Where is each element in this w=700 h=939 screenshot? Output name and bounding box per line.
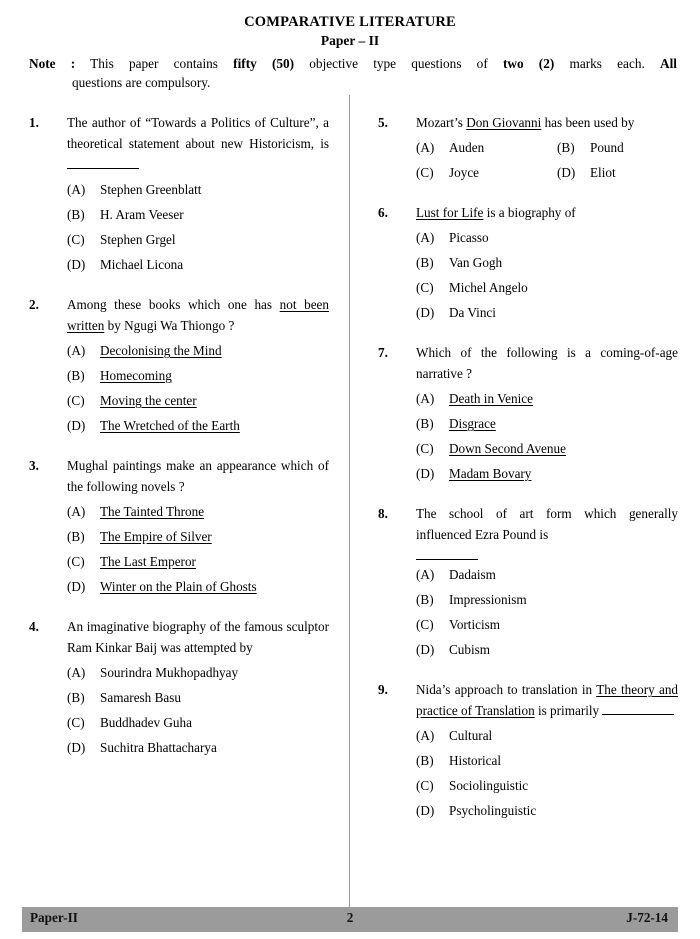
option-row xyxy=(416,160,678,185)
question-number: 2. xyxy=(29,297,39,312)
option-text: Vorticism xyxy=(449,617,501,632)
note-label: Note : xyxy=(29,56,76,71)
option-text: H. Aram Veeser xyxy=(100,207,184,222)
option-item[interactable] xyxy=(416,225,678,250)
option-item[interactable] xyxy=(557,135,698,160)
option-item[interactable] xyxy=(67,660,329,685)
option-list xyxy=(67,177,329,277)
option-label: (B) xyxy=(67,207,85,222)
option-label: (C) xyxy=(416,280,434,295)
option-item[interactable] xyxy=(416,436,678,461)
option-item[interactable] xyxy=(416,275,678,300)
answer-blank xyxy=(602,703,674,715)
question-number: 3. xyxy=(29,458,39,473)
option-text: Sociolinguistic xyxy=(449,778,529,793)
option-item[interactable] xyxy=(416,135,557,160)
option-item[interactable] xyxy=(416,250,678,275)
question-block xyxy=(29,616,329,760)
option-label: (C) xyxy=(416,778,434,793)
option-text: Samaresh Basu xyxy=(100,690,181,705)
option-text: Decolonising the Mind xyxy=(100,343,222,358)
option-item[interactable] xyxy=(416,587,678,612)
title-underline: The theory and practice of Translation xyxy=(416,682,679,718)
option-text: Buddhadev Guha xyxy=(100,715,192,730)
question-number: 7. xyxy=(378,345,388,360)
answer-blank xyxy=(416,545,478,560)
option-list xyxy=(416,225,678,325)
option-text: Michel Angelo xyxy=(449,280,528,295)
option-list xyxy=(67,499,329,599)
option-item[interactable] xyxy=(67,549,329,574)
option-text: Winter on the Plain of Ghosts xyxy=(100,579,257,594)
option-label: (A) xyxy=(416,728,435,743)
option-text: Eliot xyxy=(590,165,616,180)
question-number: 1. xyxy=(29,115,39,130)
footer-page-number: 2 xyxy=(346,910,354,925)
note-line-1: This paper contains fifty (50) objective type questions of two (2) marks each. All xyxy=(90,56,677,71)
option-text: Homecoming xyxy=(100,368,172,383)
option-item[interactable] xyxy=(67,202,329,227)
option-list xyxy=(67,660,329,760)
option-text: Historical xyxy=(449,753,502,768)
option-text: Moving the center xyxy=(100,393,197,408)
question-text: The author of “Towards a Politics of Culture”, a theoretical statement about new Historicism, is xyxy=(67,112,329,175)
option-label: (D) xyxy=(416,642,435,657)
option-row xyxy=(416,135,678,160)
question-block xyxy=(29,294,329,438)
option-label: (C) xyxy=(67,554,85,569)
option-item[interactable] xyxy=(67,338,329,363)
option-text: Cubism xyxy=(449,642,491,657)
option-text: Disgrace xyxy=(449,416,496,431)
option-text: Madam Bovary xyxy=(449,466,532,481)
option-item[interactable] xyxy=(416,723,678,748)
option-list xyxy=(416,723,678,823)
question-block xyxy=(378,679,678,823)
option-label: (B) xyxy=(416,592,434,607)
option-text: Michael Licona xyxy=(100,257,184,272)
question-text: Mughal paintings make an appearance which of the following novels ? xyxy=(67,458,329,494)
title-underline: Don Giovanni xyxy=(466,115,542,130)
option-text: The Last Emperor xyxy=(100,554,196,569)
option-item[interactable] xyxy=(416,748,678,773)
option-item[interactable] xyxy=(416,612,678,637)
option-label: (B) xyxy=(416,753,434,768)
option-label: (D) xyxy=(416,803,435,818)
option-text: Picasso xyxy=(449,230,489,245)
option-label: (A) xyxy=(416,567,435,582)
option-item[interactable] xyxy=(416,798,678,823)
option-list xyxy=(416,562,678,662)
question-number: 4. xyxy=(29,619,39,634)
option-label: (D) xyxy=(67,257,86,272)
question-number: 8. xyxy=(378,506,388,521)
questions-column-right xyxy=(378,112,678,840)
question-block xyxy=(378,503,678,662)
option-label: (C) xyxy=(416,165,434,180)
question-block xyxy=(378,202,678,325)
emphasis-text: not been written xyxy=(67,297,330,333)
option-item[interactable] xyxy=(67,735,329,760)
option-text: The Empire of Silver xyxy=(100,529,212,544)
option-item[interactable] xyxy=(67,177,329,202)
option-item[interactable] xyxy=(416,773,678,798)
option-text: Sourindra Mukhopadhyay xyxy=(100,665,239,680)
option-label: (D) xyxy=(67,740,86,755)
option-item[interactable] xyxy=(416,160,557,185)
question-block xyxy=(378,342,678,486)
option-label: (C) xyxy=(416,617,434,632)
option-text: Joyce xyxy=(449,165,480,180)
option-item[interactable] xyxy=(67,574,329,599)
option-text: Impressionism xyxy=(449,592,527,607)
question-number: 6. xyxy=(378,205,388,220)
question-text: Among these books which one has not been written by Ngugi Wa Thiongo ? xyxy=(67,297,330,333)
option-item[interactable] xyxy=(67,524,329,549)
question-number: 9. xyxy=(378,682,388,697)
footer-paper-label: Paper-II xyxy=(30,910,78,925)
option-label: (C) xyxy=(67,393,85,408)
option-text: Down Second Avenue xyxy=(449,441,566,456)
question-block xyxy=(29,455,329,599)
option-text: Da Vinci xyxy=(449,305,496,320)
option-text: Auden xyxy=(449,140,485,155)
question-text: Lust for Life is a biography of xyxy=(416,205,576,220)
question-number: 5. xyxy=(378,115,388,130)
option-label: (B) xyxy=(416,255,434,270)
option-item[interactable] xyxy=(67,499,329,524)
question-block xyxy=(29,112,329,277)
option-item[interactable] xyxy=(416,637,678,662)
question-text: An imaginative biography of the famous sculptor Ram Kinkar Baij was attempted by xyxy=(67,619,329,655)
question-block xyxy=(378,112,678,185)
option-item[interactable] xyxy=(416,300,678,325)
option-label: (C) xyxy=(67,232,85,247)
footer-code: J-72-14 xyxy=(626,910,668,925)
option-text: The Tainted Throne xyxy=(100,504,205,519)
question-text: Which of the following is a coming-of-age narrative ? xyxy=(416,345,678,381)
column-divider xyxy=(349,95,350,907)
option-text: Suchitra Bhattacharya xyxy=(100,740,217,755)
option-item[interactable] xyxy=(67,363,329,388)
question-text: Nida’s approach to translation in The theory and practice of Translation is primarily xyxy=(416,682,679,718)
option-label: (A) xyxy=(416,391,435,406)
option-text: Cultural xyxy=(449,728,493,743)
option-label: (A) xyxy=(67,182,86,197)
question-text: The school of art form which generally influenced Ezra Pound is xyxy=(416,503,678,560)
option-label: (A) xyxy=(67,665,86,680)
footer-bar xyxy=(22,907,678,932)
option-list xyxy=(67,338,329,438)
option-text: Stephen Greenblatt xyxy=(100,182,202,197)
option-label: (C) xyxy=(416,441,434,456)
option-label: (D) xyxy=(557,165,576,180)
option-label: (D) xyxy=(67,418,86,433)
option-item[interactable] xyxy=(416,386,678,411)
option-label: (D) xyxy=(416,466,435,481)
option-text: Death in Venice xyxy=(449,391,533,406)
option-item[interactable] xyxy=(67,252,329,277)
option-label: (A) xyxy=(67,504,86,519)
option-item[interactable] xyxy=(67,388,329,413)
option-list xyxy=(416,135,678,185)
option-text: Dadaism xyxy=(449,567,496,582)
option-item[interactable] xyxy=(67,227,329,252)
option-label: (A) xyxy=(67,343,86,358)
option-text: Stephen Grgel xyxy=(100,232,176,247)
option-text: Psycholinguistic xyxy=(449,803,537,818)
option-text: The Wretched of the Earth xyxy=(100,418,240,433)
option-item[interactable] xyxy=(557,160,698,185)
option-item[interactable] xyxy=(67,413,329,438)
option-label: (B) xyxy=(67,690,85,705)
questions-column-left xyxy=(29,112,329,777)
option-label: (B) xyxy=(416,416,434,431)
option-label: (C) xyxy=(67,715,85,730)
paper-subtitle: Paper – II xyxy=(320,33,380,48)
page-title: COMPARATIVE LITERATURE xyxy=(244,14,456,30)
option-label: (A) xyxy=(416,230,435,245)
option-label: (B) xyxy=(67,368,85,383)
option-text: Pound xyxy=(590,140,624,155)
question-text: Mozart’s Don Giovanni has been used by xyxy=(416,115,635,130)
title-underline: Lust for Life xyxy=(416,205,484,220)
option-label: (D) xyxy=(67,579,86,594)
option-list xyxy=(416,386,678,486)
option-item[interactable] xyxy=(67,685,329,710)
option-item[interactable] xyxy=(416,411,678,436)
note-block xyxy=(29,54,677,92)
option-item[interactable] xyxy=(416,562,678,587)
option-item[interactable] xyxy=(67,710,329,735)
option-text: Van Gogh xyxy=(449,255,503,270)
option-label: (D) xyxy=(416,305,435,320)
note-line-2: questions are compulsory. xyxy=(72,75,211,90)
answer-blank xyxy=(67,157,139,169)
option-label: (B) xyxy=(67,529,85,544)
option-label: (A) xyxy=(416,140,435,155)
option-item[interactable] xyxy=(416,461,678,486)
option-label: (B) xyxy=(557,140,575,155)
